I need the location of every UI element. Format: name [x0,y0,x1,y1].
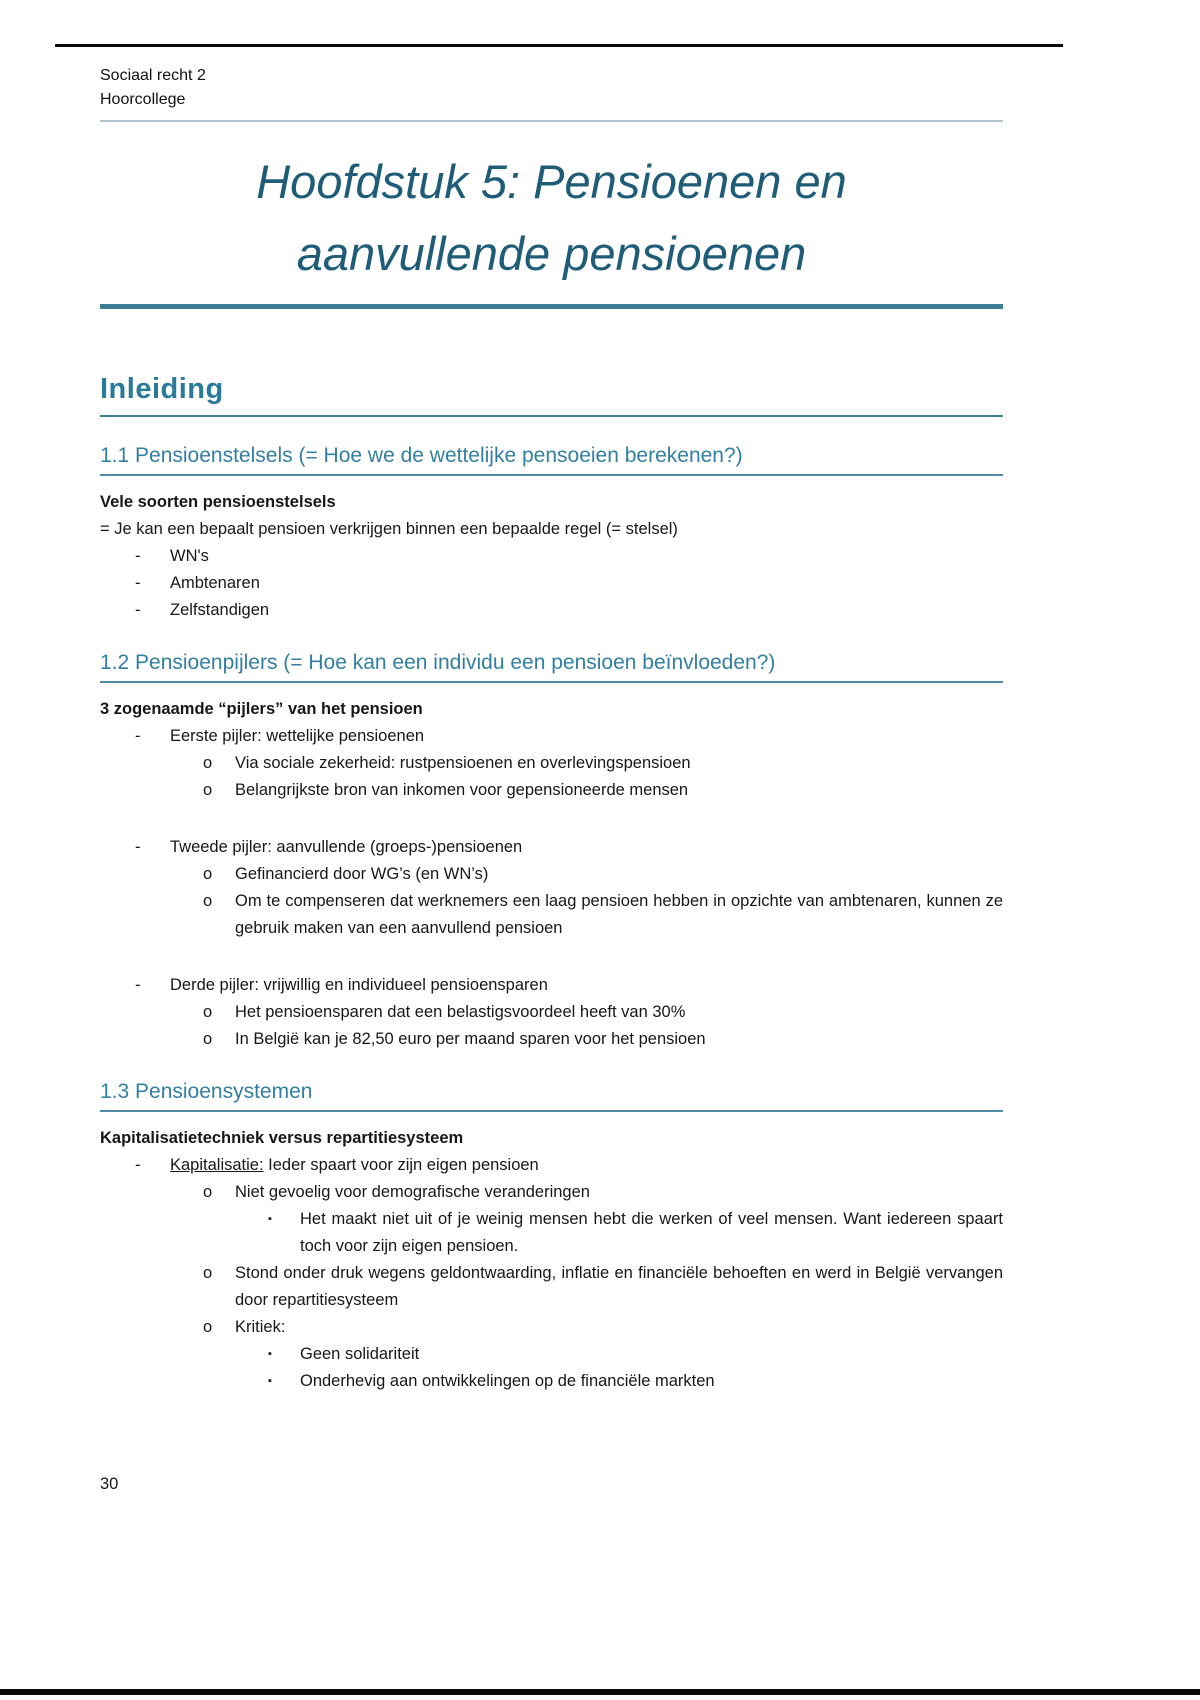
title-divider [100,304,1003,309]
subsection-heading-1-2: 1.2 Pensioenpijlers (= Hoe kan een individu een pensioen beïnvloeden?) [100,651,1003,683]
circle-bullet: o [203,1318,213,1336]
list-item [100,750,1003,777]
list-item [100,1206,1003,1260]
circle-bullet: o [203,754,213,772]
subsection-heading-1-3: 1.3 Pensioensystemen [100,1080,1003,1112]
list-item [100,1368,1003,1395]
s12-lead: 3 zogenaamde “pijlers” van het pensioen [100,700,423,718]
list-item-text: Stond onder druk wegens geldontwaarding, inflatie en financiële behoeften en werd in België vervangen door repartitiesysteem [235,1264,1003,1309]
square-bullet: ▪ [268,1213,272,1225]
circle-bullet: o [203,781,213,799]
circle-bullet: o [203,1264,213,1282]
header-course: Sociaal recht 2 [100,67,206,84]
list-item [100,972,1003,999]
list-item-text: Niet gevoelig voor demografische veranderingen [235,1183,590,1201]
list-item [100,1026,1003,1053]
section-heading-inleiding: Inleiding [100,373,1003,417]
dash-bullet: - [135,601,141,619]
list-item-text: Ambtenaren [170,574,260,592]
circle-bullet: o [203,865,213,883]
list-item-text: Zelfstandigen [170,601,270,619]
pillar3-label: Derde pijler: vrijwillig en individueel pensioensparen [170,976,548,994]
s11-lead: Vele soorten pensioenstelsels [100,493,336,511]
circle-bullet: o [203,1030,213,1048]
chapter-title-line2: aanvullende pensioenen [296,227,807,280]
list-item-text: Kritiek: [235,1318,286,1336]
page-number: 30 [100,1475,119,1493]
list-item [100,1314,1003,1341]
header-subtitle: Hoorcollege [100,91,186,108]
list-item [100,777,1003,804]
list-item-text: Het maakt niet uit of je weinig mensen hebt die werken of veel mensen. Want iedereen spaart toch voor zijn eigen pensioen. [300,1210,1003,1255]
dash-bullet: - [135,574,141,592]
dash-bullet: - [135,547,141,565]
chapter-title [100,146,1003,290]
list-item-text: In België kan je 82,50 euro per maand sparen voor het pensioen [235,1030,706,1048]
list-item-text: Geen solidariteit [300,1345,420,1363]
pillar2-label: Tweede pijler: aanvullende (groeps-)pensioenen [170,838,523,856]
list-item-text: Het pensioensparen dat een belastigsvoordeel heeft van 30% [235,1003,686,1021]
square-bullet: ▪ [268,1348,272,1360]
list-item [100,1341,1003,1368]
square-bullet: ▪ [268,1375,272,1387]
circle-bullet: o [203,1183,213,1201]
list-item-text: Via sociale zekerheid: rustpensioenen en overlevingspensioen [235,754,691,772]
dash-bullet: - [135,1156,141,1174]
list-item-text: Om te compenseren dat werknemers een laag pensioen hebben in opzichte van ambtenaren, kunnen ze gebruik maken van een aanvullend pensioen [235,892,1003,937]
list-item-text: Gefinancierd door WG’s (en WN’s) [235,865,489,883]
list-item [100,570,1003,597]
circle-bullet: o [203,892,213,910]
list-item [100,888,1003,942]
pillar1-label: Eerste pijler: wettelijke pensioenen [170,727,425,745]
list-item [100,861,1003,888]
dash-bullet: - [135,838,141,856]
dash-bullet: - [135,727,141,745]
page-bottom-border [0,1689,1200,1695]
list-item [100,543,1003,570]
list-item [100,597,1003,624]
list-item-text: Onderhevig aan ontwikkelingen op de financiële markten [300,1372,715,1390]
list-item [100,999,1003,1026]
s13-lead: Kapitalisatietechniek versus repartitiesysteem [100,1129,464,1147]
list-item-text: Belangrijkste bron van inkomen voor gepensioneerde mensen [235,781,689,799]
chapter-title-line1: Hoofdstuk 5: Pensioenen en [256,155,847,208]
kapitalisatie-definition: Ieder spaart voor zijn eigen pensioen [263,1156,539,1174]
kapitalisatie-item [170,1152,1003,1179]
circle-bullet: o [203,1003,213,1021]
header-divider [100,120,1003,122]
s11-intro: = Je kan een bepaalt pensioen verkrijgen binnen een bepaalde regel (= stelsel) [100,520,678,538]
dash-bullet: - [135,976,141,994]
list-item [100,1260,1003,1314]
list-item [100,834,1003,861]
list-item-text: WN's [170,547,209,565]
list-item [100,1152,1003,1179]
list-item [100,723,1003,750]
document-header [100,64,1003,122]
subsection-heading-1-1: 1.1 Pensioenstelsels (= Hoe we de wettelijke pensoeien berekenen?) [100,444,1003,476]
list-item [100,1179,1003,1206]
kapitalisatie-term: Kapitalisatie: [170,1156,264,1174]
